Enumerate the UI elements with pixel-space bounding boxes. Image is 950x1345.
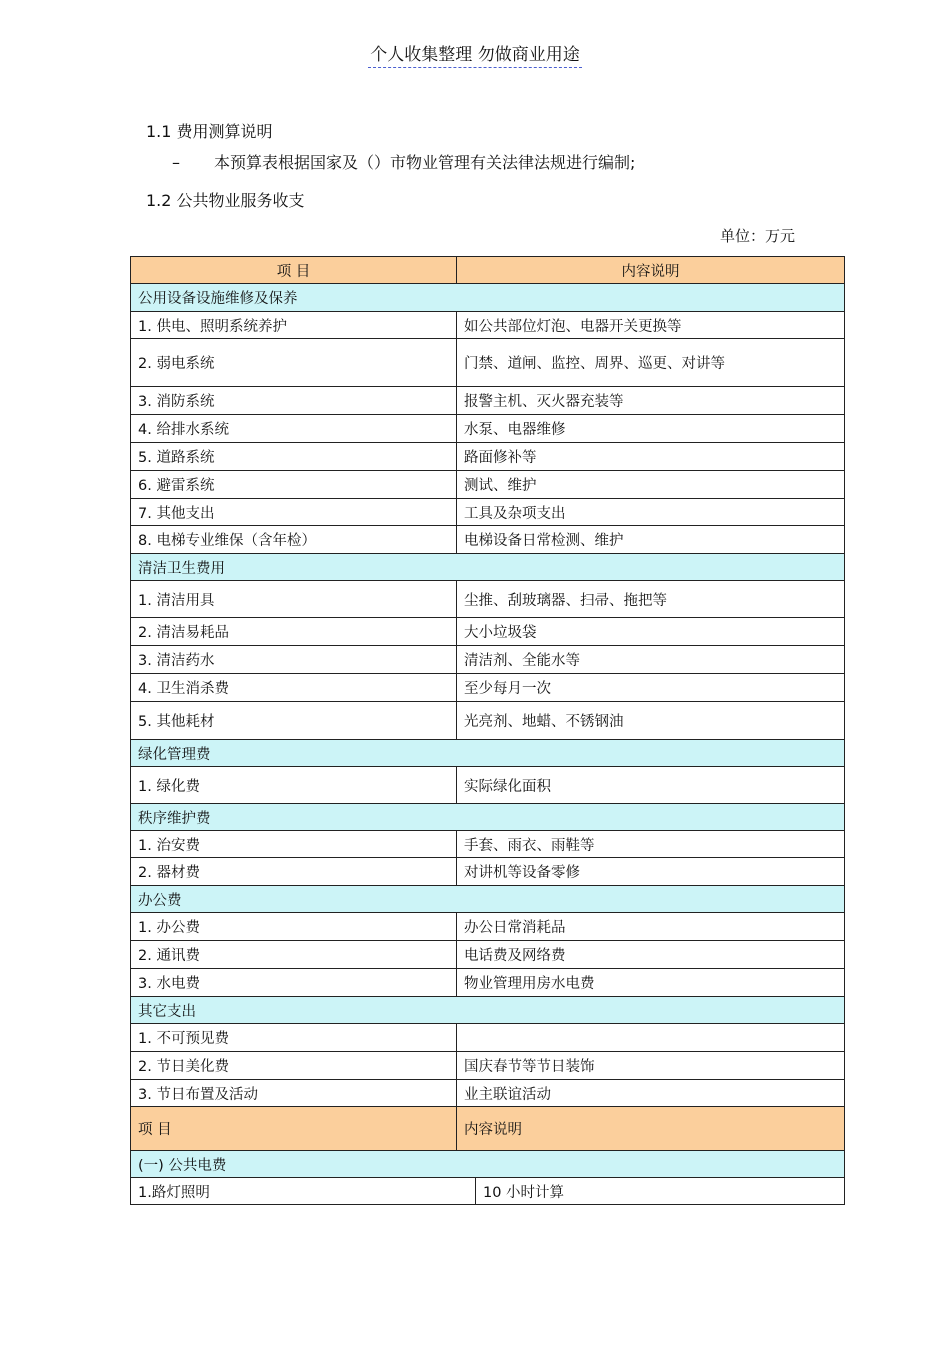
table-row — [131, 618, 845, 646]
table-row — [131, 646, 845, 674]
row-item: 2. 弱电系统 — [131, 339, 457, 387]
row-item: 3. 水电费 — [131, 969, 457, 997]
bullet-line — [172, 150, 635, 173]
category-row — [131, 740, 845, 767]
row-desc: 光亮剂、地蜡、不锈钢油 — [457, 702, 845, 740]
row-desc: 工具及杂项支出 — [457, 499, 845, 526]
row-item: 1. 不可预见费 — [131, 1024, 457, 1052]
budget-table-body — [131, 257, 845, 1178]
row-desc: 10 小时计算 — [476, 1178, 845, 1205]
category-row — [131, 284, 845, 312]
row-item: 项 目 — [131, 1107, 457, 1151]
category-label: 其它支出 — [131, 997, 845, 1024]
table-row — [131, 913, 845, 941]
category-row — [131, 886, 845, 913]
header-item: 项 目 — [131, 257, 457, 284]
table-row — [131, 1178, 845, 1205]
row-item: 2. 节日美化费 — [131, 1052, 457, 1080]
table-row — [131, 767, 845, 804]
row-item: 8. 电梯专业维保（含年检） — [131, 526, 457, 554]
row-item: 2. 清洁易耗品 — [131, 618, 457, 646]
row-item: 3. 清洁药水 — [131, 646, 457, 674]
table-subheader-row — [131, 1107, 845, 1151]
row-desc: 国庆春节等节日装饰 — [457, 1052, 845, 1080]
row-item: 1. 供电、照明系统养护 — [131, 312, 457, 339]
row-desc: 业主联谊活动 — [457, 1080, 845, 1107]
unit-label: 单位：万元 — [720, 227, 796, 245]
row-desc: 水泵、电器维修 — [457, 415, 845, 443]
row-desc: 对讲机等设备零修 — [457, 858, 845, 886]
row-desc: 电梯设备日常检测、维护 — [457, 526, 845, 554]
row-desc: 门禁、道闸、监控、周界、巡更、对讲等 — [457, 339, 845, 387]
row-desc: 实际绿化面积 — [457, 767, 845, 804]
table-row — [131, 1052, 845, 1080]
table-row — [131, 499, 845, 526]
bullet-text: 本预算表根据国家及（）市物业管理有关法律法规进行编制; — [214, 153, 636, 172]
budget-table — [130, 256, 845, 1178]
category-label: 清洁卫生费用 — [131, 554, 845, 581]
row-item: 1. 绿化费 — [131, 767, 457, 804]
bullet-dash: – — [172, 153, 180, 172]
row-item: 2. 通讯费 — [131, 941, 457, 969]
row-item: 1.路灯照明 — [131, 1178, 476, 1205]
table-row — [131, 339, 845, 387]
category-label: (一) 公共电费 — [131, 1151, 845, 1178]
table-row — [131, 312, 845, 339]
row-item: 3. 消防系统 — [131, 387, 457, 415]
row-desc: 电话费及网络费 — [457, 941, 845, 969]
table-row — [131, 858, 845, 886]
row-desc: 如公共部位灯泡、电器开关更换等 — [457, 312, 845, 339]
section-1-2-heading: 1.2 公共物业服务收支 — [146, 191, 305, 210]
category-row — [131, 997, 845, 1024]
row-item: 6. 避雷系统 — [131, 471, 457, 499]
table-row — [131, 526, 845, 554]
table-row — [131, 969, 845, 997]
row-desc: 物业管理用房水电费 — [457, 969, 845, 997]
row-item: 7. 其他支出 — [131, 499, 457, 526]
category-row — [131, 804, 845, 831]
row-item: 3. 节日布置及活动 — [131, 1080, 457, 1107]
row-item: 1. 清洁用具 — [131, 581, 457, 618]
table-row — [131, 471, 845, 499]
row-desc: 测试、维护 — [457, 471, 845, 499]
row-desc — [457, 1024, 845, 1052]
table-header-row — [131, 257, 845, 284]
row-desc: 尘推、刮玻璃器、扫帚、拖把等 — [457, 581, 845, 618]
row-item: 5. 道路系统 — [131, 443, 457, 471]
table-row — [131, 1024, 845, 1052]
row-desc: 报警主机、灭火器充装等 — [457, 387, 845, 415]
row-desc: 路面修补等 — [457, 443, 845, 471]
table-row — [131, 443, 845, 471]
row-desc: 手套、雨衣、雨鞋等 — [457, 831, 845, 858]
header-note — [0, 40, 950, 68]
budget-table-last-row — [130, 1177, 845, 1205]
category-label: 办公费 — [131, 886, 845, 913]
table-row — [131, 941, 845, 969]
row-desc: 至少每月一次 — [457, 674, 845, 702]
row-desc: 办公日常消耗品 — [457, 913, 845, 941]
section-1-1-heading: 1.1 费用测算说明 — [146, 122, 273, 141]
header-desc: 内容说明 — [457, 257, 845, 284]
row-desc: 清洁剂、全能水等 — [457, 646, 845, 674]
row-item: 1. 治安费 — [131, 831, 457, 858]
table-row — [131, 581, 845, 618]
category-label: 公用设备设施维修及保养 — [131, 284, 845, 312]
table-row — [131, 831, 845, 858]
table-row — [131, 702, 845, 740]
category-label: 绿化管理费 — [131, 740, 845, 767]
row-item: 4. 卫生消杀费 — [131, 674, 457, 702]
table-row — [131, 415, 845, 443]
row-item: 2. 器材费 — [131, 858, 457, 886]
row-item: 4. 给排水系统 — [131, 415, 457, 443]
category-label: 秩序维护费 — [131, 804, 845, 831]
table-row — [131, 387, 845, 415]
row-desc: 大小垃圾袋 — [457, 618, 845, 646]
row-item: 1. 办公费 — [131, 913, 457, 941]
row-item: 5. 其他耗材 — [131, 702, 457, 740]
table-row — [131, 674, 845, 702]
category-row — [131, 1151, 845, 1178]
table-row — [131, 1080, 845, 1107]
header-note-text: 个人收集整理 勿做商业用途 — [368, 40, 581, 68]
category-row — [131, 554, 845, 581]
row-desc: 内容说明 — [457, 1107, 845, 1151]
